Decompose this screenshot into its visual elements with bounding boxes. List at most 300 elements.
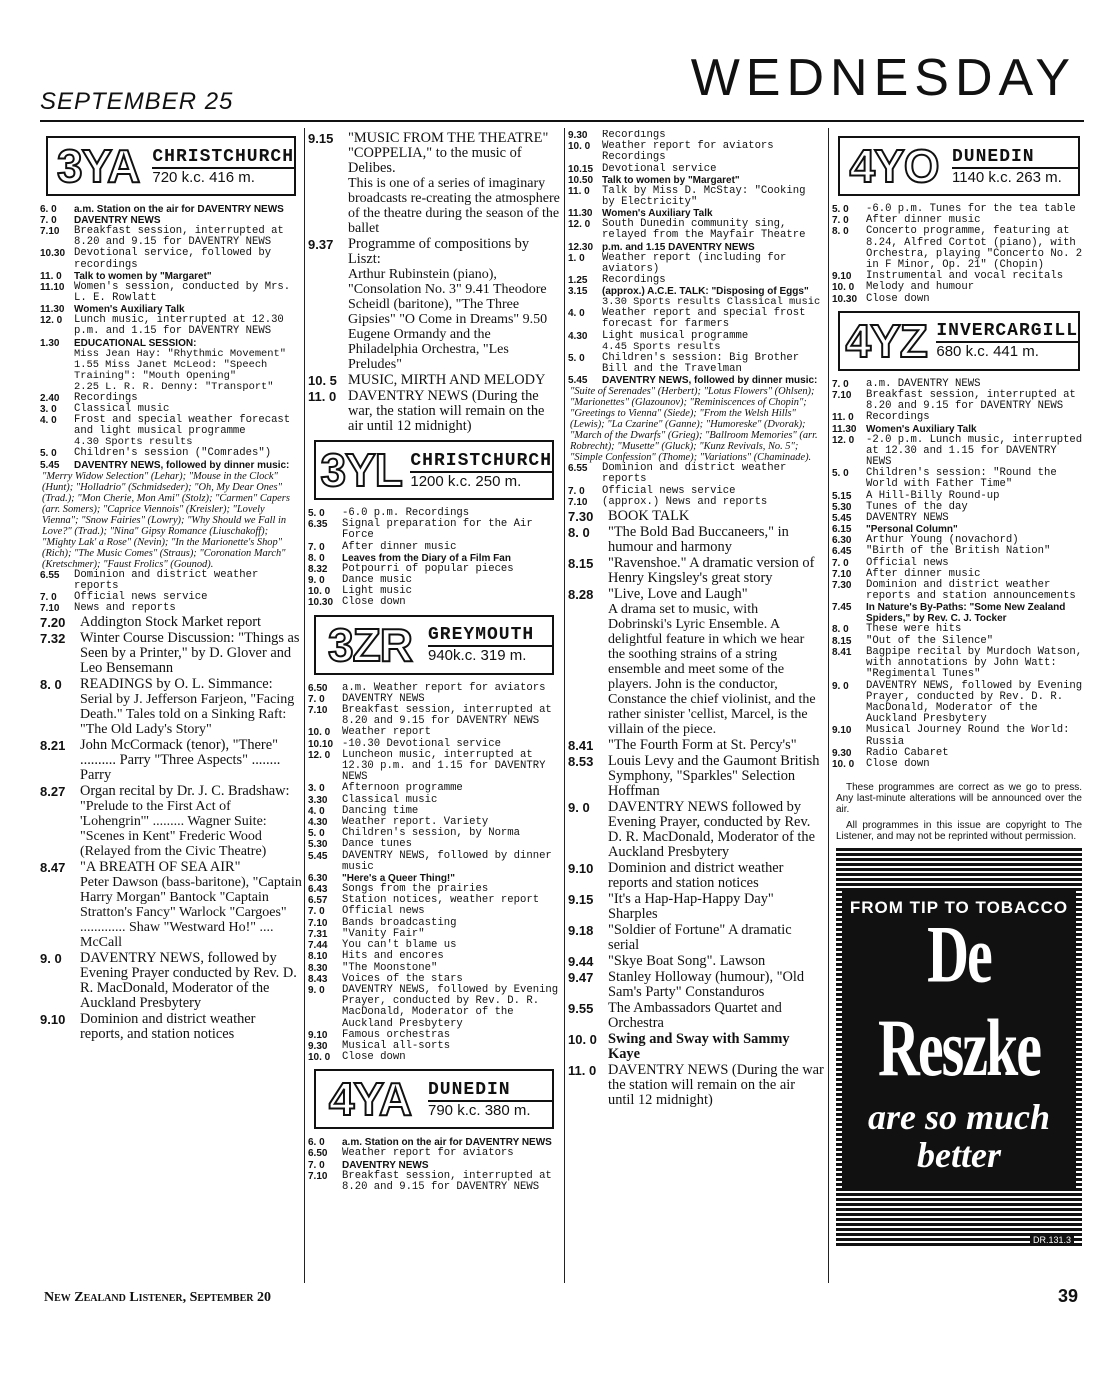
programme-title: "Ravenshoe." A dramatic version of Henry Kingsley's great story [608, 555, 815, 587]
programme-title: Breakfast session, interrupted at 8.20 and 9.15 for DAVENTRY NEWS [342, 1169, 552, 1193]
programme-title: "Here's a Queer Thing!" [342, 873, 455, 885]
programme-entry [308, 1160, 560, 1171]
programme-time: 7. 0 [40, 592, 57, 604]
station-box-4ya [314, 1069, 554, 1129]
programme-title: Dominion and district weather reports and station notices [608, 860, 784, 892]
programme-title: "MUSIC FROM THE THEATRE" "COPPELIA," to the music of Delibes. [348, 130, 549, 176]
programme-title: Breakfast session, interrupted at 8.20 and 9.15 for DAVENTRY NEWS [74, 225, 284, 249]
programme-entry [568, 892, 824, 922]
programme-time: 8.28 [568, 587, 594, 603]
ad-tagline: FROM TIP TO TOBACCO [849, 898, 1069, 918]
programme-title: DAVENTRY NEWS (During the war the station will remain on the air until 12 midnight) [608, 1062, 824, 1109]
programme-entry [308, 542, 560, 553]
station-city: DUNEDIN [952, 147, 1078, 169]
programme-time: 12. 0 [40, 315, 63, 327]
programme-time: 10.30 [40, 248, 66, 260]
station-city: DUNEDIN [428, 1080, 552, 1102]
notice-corrections: These programmes are correct as we go to press. Any last-minute alterations will be announced over the air. [836, 782, 1082, 816]
programme-entry [832, 390, 1086, 412]
programme-entry [568, 242, 824, 253]
programme-title: Children's session ("Comrades") [74, 447, 272, 460]
programme-title: Close down [866, 757, 930, 770]
programme-time: 12. 0 [568, 219, 591, 231]
programme-title: Weather report. Variety [342, 816, 489, 829]
programme-entry [308, 1052, 560, 1063]
programme-entry [308, 237, 560, 267]
station-city: CHRISTCHURCH [410, 450, 552, 471]
programme-title: Organ recital by Dr. J. C. Bradshaw: [80, 783, 290, 800]
programme-title: Women's session, conducted by Mrs. L. E. Rowlatt [74, 280, 291, 305]
programme-time: 6.50 [308, 1148, 328, 1160]
programme-time: 5.30 [832, 501, 852, 513]
programme-entry [568, 275, 824, 286]
programme-title: Recordings [866, 411, 930, 424]
programme-entry: 4.45 Sports results [602, 340, 721, 353]
programme-title: a.m. DAVENTRY NEWS [866, 377, 981, 390]
programme-title: Musical Journey Round the World: Russia [866, 724, 1070, 748]
station-box-3zr [314, 615, 554, 675]
programme-title: a.m. Station on the air for DAVENTRY NEWS [342, 1137, 552, 1149]
programme-time: 10.30 [308, 597, 334, 609]
programme-time: 9. 0 [308, 575, 325, 587]
programme-entry [568, 141, 824, 163]
programme-time: 8.43 [308, 973, 328, 985]
programme-title: Winter Course Discussion: "Things as Seen by a Printer," by D. Glover and Leo Bensemann [80, 630, 300, 677]
programme-title: "Personal Column" [866, 524, 958, 536]
programme-entry [832, 468, 1086, 490]
programme-time: 6.30 [308, 873, 328, 885]
programme-entry [832, 294, 1086, 305]
programme-entry [568, 923, 824, 953]
programme-time: 9. 0 [308, 984, 325, 996]
programme-time: 9.10 [308, 1029, 328, 1041]
programme-time: 7.45 [832, 602, 852, 614]
programme-time: 7. 0 [832, 557, 849, 569]
programme-time: 8.27 [40, 784, 66, 800]
programme-entry [308, 951, 560, 962]
programme-title: Close down [342, 596, 406, 609]
station-freq: 790 k.c. 380 m. [428, 1101, 531, 1119]
programme-time: 10. 0 [832, 758, 855, 770]
station-freq: 1200 k.c. 250 m. [410, 472, 522, 490]
programme-entry [832, 681, 1086, 726]
programme-entry: 3.30 Sports results Classical music [602, 296, 821, 309]
programme-title: Women's Auxiliary Talk [602, 208, 713, 220]
programme-entry [40, 460, 302, 471]
programme-entry [568, 186, 824, 208]
programme-time: 7. 0 [308, 1159, 325, 1171]
programme-title: Official news service [74, 591, 208, 604]
programme-title: Station notices, weather report [342, 894, 540, 907]
programme-title: a.m. Station on the air for DAVENTRY NEWS [74, 204, 284, 215]
programme-entry [40, 570, 302, 592]
programme-time: 4.30 [568, 330, 588, 342]
programme-title: Devotional service [602, 162, 717, 175]
station-freq: 1140 k.c. 263 m. [952, 168, 1062, 186]
programme-entry [308, 131, 560, 176]
programme-title: Leaves from the Diary of a Film Fan [342, 552, 511, 564]
programme-list [308, 131, 560, 434]
de-reszke-advertisement [836, 848, 1082, 1248]
programme-title: Frost and special weather forecast and light musical programme [74, 414, 291, 438]
programme-entry [40, 338, 302, 349]
programme-time: 10. 0 [308, 1052, 331, 1064]
programme-time: 8.30 [308, 962, 328, 974]
programme-title: Weather report [342, 726, 432, 739]
programme-entry [40, 204, 302, 215]
programme-title: South Dunedin community sing, relayed from the Mayfair Theatre [602, 218, 806, 242]
programme-entry [832, 282, 1086, 293]
programme-title: Breakfast session, interrupted at 8.20 and 9.15 for DAVENTRY NEWS [342, 704, 552, 728]
programme-title: Dominion and district weather reports and station announcements [866, 579, 1076, 603]
programme-time: 4.30 [308, 817, 328, 829]
programme-title: Bagpipe recital by Murdoch Watson, with annotations by John Watt: "Regimental Tunes" [866, 645, 1083, 681]
station-city: CHRISTCHURCH [152, 146, 294, 167]
programme-time: 9. 0 [832, 680, 849, 692]
programme-entry [568, 164, 824, 175]
programme-entry [308, 1148, 560, 1159]
programme-title: (approx.) News and reports [602, 495, 768, 508]
programme-entry [832, 546, 1086, 557]
programme-time: 7.10 [40, 226, 60, 237]
programme-time: 3. 0 [308, 783, 325, 795]
programme-entry [832, 647, 1086, 681]
programme-entry [308, 1171, 560, 1193]
programme-entry: 4.30 Sports results [74, 436, 193, 449]
programme-title: Light music [342, 585, 412, 598]
programme-entry [832, 725, 1086, 747]
programme-title: Weather report and special frost forecast for farmers [602, 307, 806, 331]
programme-entry: "Prelude to the First Act of 'Lohengrin'" ......... Wagner Suite: "Scenes in Kent" Frederic Wood (Relayed from the Civic Theatre) [80, 799, 267, 860]
programme-title: Programme of compositions by Liszt: [348, 236, 530, 267]
programme-title: Concerto programme, featuring at 8.24, Alfred Cortot (piano), with Orchestra, playing "Concerto No. 2 in F Minor, Op. 21" (Chopin) [866, 225, 1083, 272]
footer-publication: New Zealand Listener, September 20 [44, 1290, 271, 1305]
programme-time: 9.15 [308, 131, 334, 146]
programme-time: 7.10 [308, 917, 328, 929]
programme-time: 5.30 [308, 839, 328, 851]
programme-time: 7.32 [40, 631, 66, 647]
programme-entry [568, 587, 824, 602]
programme-title: Luncheon music, interrupted at 12.30 p.m. and 1.15 for DAVENTRY NEWS [342, 748, 546, 784]
programme-title: DAVENTRY NEWS, followed by Evening Prayer, conducted by Rev. D. R. MacDonald, Moderator of the Auckland Presbytery [342, 983, 559, 1030]
programme-time: 4. 0 [40, 415, 57, 427]
programme-title: DAVENTRY NEWS, followed by Evening Prayer, conducted by Rev. D. R. MacDonald, Moderator of the Auckland Presbytery [866, 679, 1083, 726]
programme-time: 6.57 [308, 895, 328, 907]
programme-time: 12. 0 [308, 749, 331, 761]
programme-entry [308, 839, 560, 850]
programme-title: Signal preparation for the Air Force [342, 518, 533, 542]
programme-title: Famous orchestras [342, 1028, 451, 1041]
programme-time: 11.30 [40, 304, 65, 316]
programme-time: 6.55 [568, 463, 588, 475]
programme-entry [308, 389, 560, 434]
programme-title: After dinner music [342, 540, 457, 553]
programme-time: 11.30 [832, 423, 857, 435]
station-call: 4YA [328, 1073, 412, 1126]
programme-time: 8. 0 [40, 677, 62, 693]
column-divider [564, 128, 565, 1283]
programme-time: 3. 0 [40, 403, 57, 415]
programme-title: Afternoon programme [342, 782, 463, 795]
programme-entry [308, 597, 560, 608]
programme-time: 10.10 [308, 738, 334, 750]
programme-title: "A BREATH OF SEA AIR" [80, 859, 241, 876]
programme-time: 7. 0 [40, 215, 57, 226]
programme-time: 7. 0 [832, 215, 849, 227]
programme-title: DAVENTRY NEWS, followed by Evening Prayer conducted by Rev. D. R. MacDonald, Moderator of the Auckland Presbytery [80, 950, 297, 1012]
programme-title: Women's Auxiliary Talk [74, 304, 185, 316]
column-2 [308, 130, 560, 1280]
station-call: 3YL [320, 444, 402, 496]
programme-entry [568, 1063, 824, 1108]
programme-title: DAVENTRY NEWS [342, 1159, 429, 1171]
programme-time: 10. 0 [832, 282, 855, 294]
programme-title: Light musical programme [602, 329, 749, 342]
programme-entry [308, 705, 560, 727]
programme-time: 9.10 [568, 861, 594, 877]
station-box-3yl [314, 440, 554, 500]
programme-time: 7.10 [832, 568, 852, 580]
programme-title: Dancing time [342, 804, 419, 817]
programme-time: 11.10 [40, 281, 65, 293]
programme-time: 9.18 [568, 923, 594, 939]
programme-title: Official news [342, 905, 425, 918]
programme-title: (approx.) A.C.E. TALK: "Disposing of Eggs" [602, 286, 809, 298]
programme-entry [308, 851, 560, 873]
station-call: 3YA [57, 140, 140, 192]
programme-title: Instrumental and vocal recitals [866, 270, 1064, 283]
programme-time: 7. 0 [308, 541, 325, 553]
programme-title: Dance music [342, 574, 412, 587]
programme-entry [568, 1001, 824, 1031]
programme-time: 5.45 [40, 459, 60, 471]
programme-title: News and reports [74, 602, 176, 615]
programme-time: 12.30 [568, 241, 594, 253]
programme-title: "Skye Boat Song". Lawson [608, 953, 766, 970]
programme-time: 7. 0 [308, 906, 325, 918]
programme-list [308, 1137, 560, 1193]
programme-time: 5.45 [832, 513, 852, 525]
programme-time: 11. 0 [832, 412, 854, 424]
programme-title: Addington Stock Market report [80, 614, 262, 631]
programme-time: 9.30 [832, 747, 852, 759]
programme-time: 7.30 [832, 580, 852, 592]
programme-entry: Peter Dawson (bass-baritone), "Captain Harry Morgan" Bantock "Captain Stratton's Fancy" Warlock "Cargoes" ............. Shaw "Westward Ho!" .... McCall [80, 875, 302, 951]
programme-entry [308, 906, 560, 917]
programme-entry [40, 415, 302, 437]
programme-time: 11. 0 [568, 185, 590, 197]
programme-title: Official news [866, 556, 949, 569]
programme-time: 6.45 [832, 546, 852, 558]
programme-time: 5. 0 [568, 352, 585, 364]
programme-title: MUSIC, MIRTH AND MELODY [348, 372, 546, 388]
programme-time: 6.35 [308, 519, 328, 531]
programme-time: 9.55 [568, 1001, 594, 1017]
programme-entry [40, 315, 302, 337]
programme-title: "The Moonstone" [342, 961, 438, 974]
programme-time: 8.21 [40, 738, 66, 754]
programme-entry [568, 954, 824, 969]
programme-entry [40, 615, 302, 630]
programme-time: 7.10 [568, 496, 588, 508]
programme-time: 7. 0 [832, 378, 849, 390]
programme-title: Songs from the prairies [342, 883, 489, 896]
station-box-3ya [46, 136, 296, 196]
programme-time: 6. 0 [40, 204, 57, 215]
programme-entry [832, 624, 1086, 635]
programme-entry: "Merry Widow Selection" (Lehar); "Mouse in the Clock" (Hunt); "Holladrio" (Schmidseder); "Oh, My Dear Ones" (Trad.); "Mon Cherie, Mon Ami" (Stolz); "Carmen" Capers (arr. Somers); "Caprice Viennois" (Kreisler); "Lovely Vienna"; "Snow Fairies" (Lowry); "Why Should we Fall in Love?" (Trad.); "Nina" Gipsy Romance (Liuschakoff); "Mighty Lak' a Rose" (Nevin); "In the Marionette's Shop" (Rich); "The Music Comes" (Straus); "Coronation March" (Kretschmer); "Faust Frolics" (Gounod). [42, 470, 290, 570]
programme-title: "Live, Love and Laugh" [608, 586, 748, 603]
programme-title: Classical music [74, 402, 170, 415]
programme-time: 8.41 [832, 646, 852, 658]
programme-title: Talk to women by "Margaret" [602, 174, 740, 186]
programme-title: "The Fourth Form at St. Percy's" [608, 737, 797, 754]
station-freq: 720 k.c. 416 m. [152, 168, 255, 186]
programme-time: 7.20 [40, 615, 66, 631]
programme-entry [832, 759, 1086, 770]
programme-entry [40, 631, 302, 676]
page-date: SEPTEMBER 25 [40, 88, 234, 115]
programme-title: Swing and Sway with Sammy Kaye [608, 1031, 790, 1063]
programme-time: 8. 0 [308, 552, 325, 564]
programme-entry [40, 248, 302, 270]
programme-entry [832, 580, 1086, 602]
programme-title: READINGS by O. L. Simmance: [80, 676, 273, 693]
programme-time: 6.55 [40, 569, 60, 581]
programme-title: "Out of the Silence" [866, 634, 994, 647]
ad-brand: De Reszke [878, 908, 1040, 1094]
programme-time: 6.15 [832, 524, 852, 536]
programme-entry [568, 353, 824, 375]
programme-title: Melody and humour [866, 281, 975, 294]
station-call: 4YZ [845, 314, 927, 367]
programme-title: -10.30 Devotional service [342, 737, 501, 750]
programme-title: DAVENTRY NEWS [866, 512, 949, 525]
programme-title: Recordings [602, 274, 666, 287]
programme-entry [568, 556, 824, 586]
programme-title: DAVENTRY NEWS [74, 215, 161, 226]
programme-time: 8.53 [568, 754, 594, 770]
programme-entry [832, 513, 1086, 524]
programme-entry [40, 860, 302, 875]
station-freq: 940k.c. 319 m. [428, 647, 527, 665]
programme-time: 12. 0 [832, 434, 855, 446]
programme-time: 9.47 [568, 970, 594, 986]
programme-entry [832, 602, 1086, 624]
programme-entry: 1.55 Miss Janet McLeod: "Speech Training": "Mouth Opening" [74, 358, 268, 382]
programme-time: 10. 5 [308, 373, 337, 388]
station-city: GREYMOUTH [428, 625, 552, 647]
programme-title: DAVENTRY NEWS, followed by dinner music [342, 849, 552, 873]
programme-time: 6. 0 [308, 1137, 325, 1149]
programme-entry [568, 800, 824, 860]
station-freq: 680 k.c. 441 m. [936, 343, 1039, 361]
page-day: WEDNESDAY [690, 49, 1076, 107]
programme-title: DAVENTRY NEWS, followed by dinner music: [74, 459, 290, 471]
programme-time: 9.10 [832, 725, 852, 737]
programme-title: Lunch music, interrupted at 12.30 p.m. and 1.15 for DAVENTRY NEWS [74, 314, 284, 338]
programme-time: 4. 0 [568, 308, 585, 320]
programme-entry [40, 226, 302, 248]
station-box-4yz [838, 311, 1080, 371]
programme-time: 5. 0 [832, 468, 849, 480]
programme-time: 8.47 [40, 860, 66, 876]
programme-entry [40, 677, 302, 692]
programme-time: 9.37 [308, 237, 334, 252]
programme-title: These were hits [866, 623, 962, 636]
column-4 [832, 130, 1086, 1280]
programme-title: Recordings [74, 391, 138, 404]
programme-time: 10.50 [568, 174, 594, 186]
programme-title: Women's Auxiliary Talk [866, 423, 977, 435]
programme-entry [40, 1012, 302, 1042]
programme-title: The Ambassadors Quartet and Orchestra [608, 1000, 782, 1032]
notice-copyright: All programmes in this issue are copyright to The Listener, and may not be reprinted without permission. [836, 820, 1082, 843]
programme-title: Weather report for aviators [342, 1147, 514, 1160]
programme-title: p.m. and 1.15 DAVENTRY NEWS [602, 241, 755, 253]
programme-title: Tunes of the day [866, 500, 968, 513]
programme-list [568, 130, 824, 1108]
programme-title: Dominion and district weather reports [602, 462, 787, 486]
programme-entry [832, 412, 1086, 423]
programme-title: "Birth of the British Nation" [866, 545, 1051, 558]
programme-title: Breakfast session, interrupted at 8.20 and 9.15 for DAVENTRY NEWS [866, 389, 1076, 413]
programme-entry [568, 754, 824, 799]
programme-time: 3.30 [308, 794, 328, 806]
programme-entry [568, 375, 824, 386]
programme-time: 6.30 [832, 535, 852, 547]
programme-entry [568, 970, 824, 1000]
programme-title: Arthur Young (novachord) [866, 534, 1019, 547]
programme-title: Potpourri of popular pieces [342, 562, 514, 575]
programme-time: 9.30 [568, 130, 588, 141]
programme-title: Weather report for aviators Recordings [602, 140, 774, 164]
programme-time: 8.32 [308, 563, 328, 575]
programme-entry [832, 226, 1086, 271]
programme-time: 7.10 [832, 390, 852, 402]
programme-title: Dominion and district weather reports [74, 568, 259, 592]
programme-list [308, 683, 560, 1064]
editorial-notice [836, 782, 1082, 842]
programme-time: 5.45 [308, 850, 328, 862]
programme-list [832, 204, 1086, 305]
programme-title: Bands broadcasting [342, 916, 457, 929]
programme-time: 7.10 [308, 705, 328, 717]
programme-time: 7.10 [40, 603, 60, 615]
programme-time: 10. 0 [308, 727, 331, 739]
programme-time: 7.30 [568, 509, 594, 525]
programme-time: 6.50 [308, 682, 328, 694]
programme-time: 5.15 [832, 490, 852, 502]
programme-entry [40, 951, 302, 1011]
programme-time: 8. 0 [832, 624, 849, 636]
programme-entry: This is one of a series of imaginary broadcasts re-creating the atmosphere of the theatre during the season of the ballet [348, 176, 560, 236]
programme-entry [568, 1032, 824, 1062]
programme-title: Louis Levy and the Gaumont British Symphony, "Sparkles" Selection Hoffman [608, 753, 820, 800]
station-city: INVERCARGILL [936, 321, 1078, 342]
programme-title: Radio Cabaret [866, 746, 949, 759]
programme-title: Musical all-sorts [342, 1039, 451, 1052]
programme-entry [832, 435, 1086, 469]
programme-time: 3.15 [568, 286, 588, 298]
programme-entry [568, 497, 824, 508]
programme-time: 8.10 [308, 951, 328, 963]
programme-title: Talk to women by "Margaret" [74, 270, 212, 282]
programme-time: 7.31 [308, 928, 328, 940]
programme-title: Children's session: "Round the World with Father Time" [866, 467, 1057, 491]
programme-title: Official news service [602, 484, 736, 497]
column-1 [40, 130, 302, 1280]
